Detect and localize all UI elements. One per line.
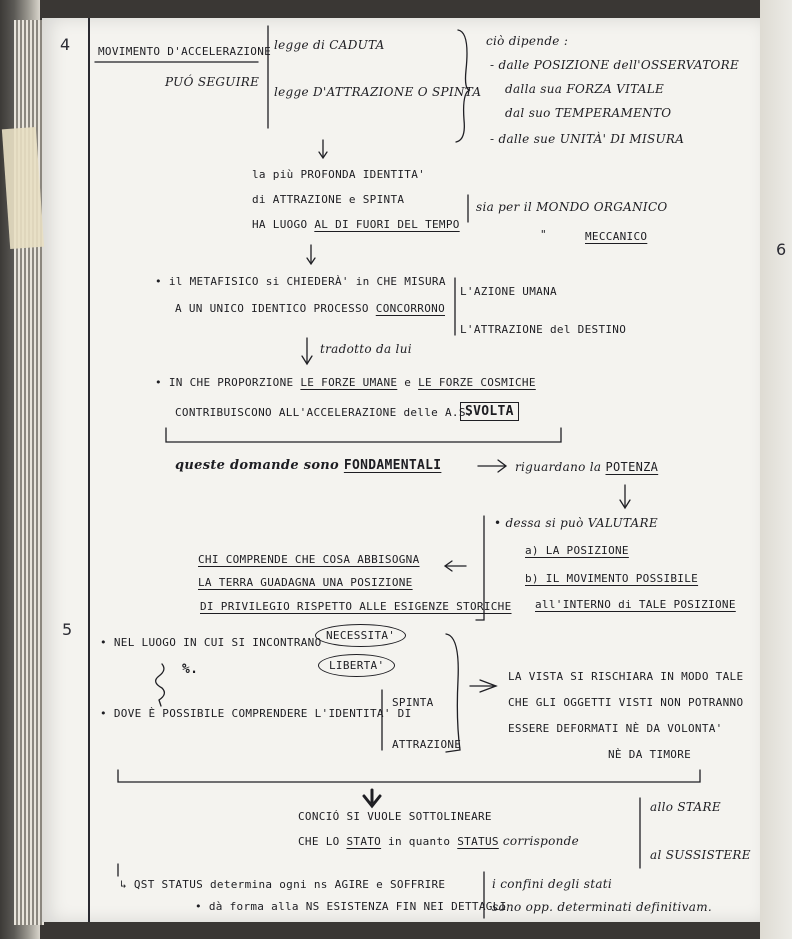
note-text: allo STARE (650, 800, 721, 814)
note-text-underlined: LE FORZE UMANE (300, 376, 398, 389)
circled-word: NECESSITA' (315, 624, 406, 647)
note-text-underlined: MECCANICO (585, 230, 648, 243)
note-line (175, 302, 445, 315)
note-text: • DOVE È POSSIBILE COMPRENDERE L'IDENTITA' DI (100, 707, 412, 720)
page-number: 6 (776, 240, 787, 259)
note-text: • IN CHE PROPORZIONE (155, 376, 301, 389)
note-text-underlined: CONCORRONO (375, 302, 445, 315)
note-text: LA VISTA SI RISCHIARA IN MODO TALE (508, 670, 744, 683)
note-line (175, 458, 441, 473)
note-text-underlined: FONDAMENTALI (343, 458, 442, 473)
note-text: " (540, 228, 547, 241)
facing-page-edge (760, 0, 792, 939)
note-text: - dalle sue UNITÀ' DI MISURA (490, 132, 685, 146)
note-text: CHE GLI OGGETTI VISTI NON POTRANNO (508, 696, 744, 709)
note-text: CONCIÓ SI VUOLE SOTTOLINEARE (298, 810, 492, 823)
note-text: L'ATTRAZIONE del DESTINO (460, 323, 627, 336)
note-text: in quanto (381, 835, 458, 848)
note-line (155, 376, 536, 389)
note-text: A UN UNICO IDENTICO PROCESSO (175, 302, 376, 315)
note-text-underlined: STATO (346, 835, 382, 848)
note-text-underlined: DI PRIVILEGIO RISPETTO ALLE ESIGENZE STORICHE (200, 600, 512, 613)
note-text-underlined: LA TERRA GUADAGNA UNA POSIZIONE (198, 576, 413, 589)
note-text: al SUSSISTERE (650, 848, 751, 862)
note-text: ATTRAZIONE (392, 738, 462, 751)
note-text: i confini degli stati (492, 877, 613, 891)
note-text: sono opp. determinati definitivam. (492, 900, 713, 914)
note-text: • NEL LUOGO IN CUI SI INCONTRANO (100, 636, 322, 649)
margin-line (88, 18, 90, 922)
note-text: tradotto da lui (320, 342, 412, 356)
note-text: la più PROFONDA IDENTITA' (252, 168, 426, 181)
note-text: riguardano la (515, 460, 606, 474)
note-text-underlined: a) LA POSIZIONE (525, 544, 629, 557)
note-text: • dà forma alla NS ESISTENZA FIN NEI DETTAGLI (195, 900, 507, 913)
note-text-underlined: STATUS (457, 835, 499, 848)
note-text: PUÓ SEGUIRE (165, 75, 260, 89)
note-text: ciò dipende : (486, 34, 569, 48)
note-text: • dessa si può VALUTARE (494, 516, 658, 530)
note-line (298, 834, 579, 848)
note-text: di ATTRAZIONE e SPINTA (252, 193, 405, 206)
note-text-underlined: CHI COMPRENDE CHE COSA ABBISOGNA (198, 553, 420, 566)
note-text: HA LUOGO (252, 218, 315, 231)
note-text: ESSERE DEFORMATI NÈ DA VOLONTA' (508, 722, 723, 735)
note-text: CHE LO (298, 835, 347, 848)
note-text-underlined: AL DI FUORI DEL TEMPO (314, 218, 460, 231)
note-text: e (397, 376, 419, 389)
note-text: %. (182, 662, 199, 677)
note-text: NÈ DA TIMORE (608, 748, 692, 761)
note-text: L'AZIONE UMANA (460, 285, 557, 298)
note-text: legge D'ATTRAZIONE O SPINTA (274, 85, 482, 99)
circled-word: LIBERTA' (318, 654, 395, 677)
note-text: - dalle POSIZIONE dell'OSSERVATORE (490, 58, 740, 72)
note-text-underlined: LE FORZE COSMICHE (418, 376, 536, 389)
note-text: sia per il MONDO ORGANICO (476, 200, 668, 214)
note-line (252, 218, 460, 231)
note-text-underlined: b) IL MOVIMENTO POSSIBILE (525, 572, 699, 585)
note-text: dal suo TEMPERAMENTO (505, 106, 672, 120)
note-text: legge di CADUTA (274, 38, 385, 52)
note-line (515, 460, 658, 474)
note-text-underlined: POTENZA (605, 460, 659, 474)
boxed-word: SVOLTA (460, 402, 519, 421)
note-text: corrisponde (498, 834, 580, 848)
note-text: • il METAFISICO si CHIEDERÀ' in CHE MISURA (155, 275, 446, 288)
page-number: 5 (62, 620, 73, 639)
note-text: ↳ QST STATUS determina ogni ns AGIRE e SOFFRIRE (120, 878, 446, 891)
note-text: SPINTA (392, 696, 434, 709)
note-text: CONTRIBUISCONO ALL'ACCELERAZIONE delle A.S. (175, 406, 473, 419)
page-number: 4 (60, 35, 71, 54)
note-text: dalla sua FORZA VITALE (505, 82, 665, 96)
note-text: queste domande sono (175, 458, 344, 473)
note-text-underlined: all'INTERNO di TALE POSIZIONE (535, 598, 736, 611)
note-text: MOVIMENTO D'ACCELERAZIONE (98, 45, 272, 58)
